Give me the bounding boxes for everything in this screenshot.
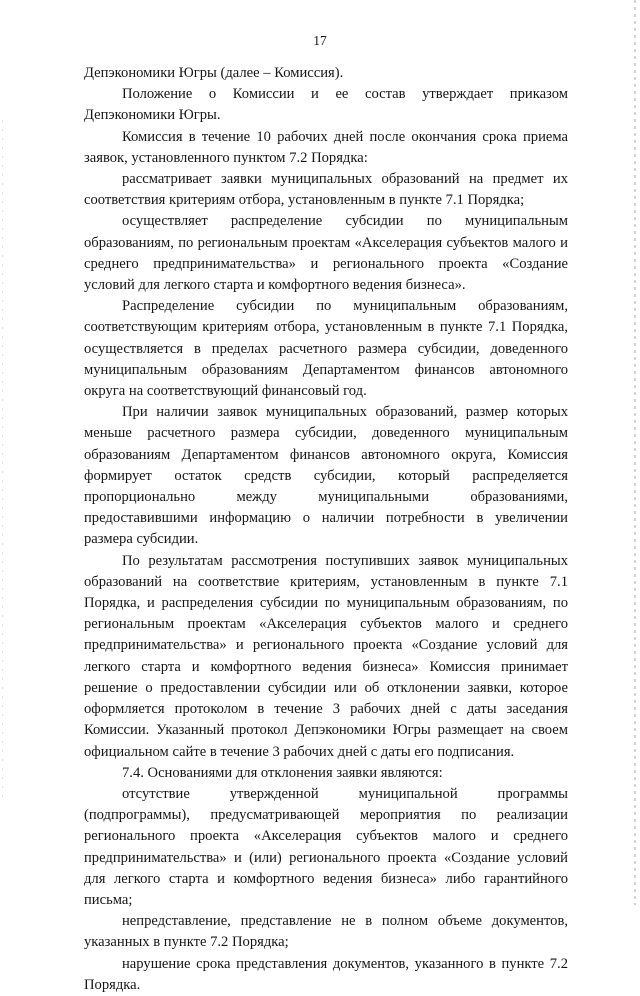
paragraph-review-results: По результатам рассмотрения поступивших заявок муниципальных образований на соответствие критериям, установленным в пункте 7.1 Порядка, и распределения субсидии по муниципальным образованиям, по региональным проектам «Акселерация субъектов малого и среднего предпринимательства» и регионального проекта «Создание условий для легкого старта и комфортного ведения бизнеса» Комиссия принимает решение о предоставлении субсидии или об отклонении заявки, которое оформляется протоколом в течение 3 рабочих дней с даты заседания Комиссии. Указанный протокол Депэкономики Югры размещает на своем официальном сайте в течение 3 рабочих дней с даты его подписания. bbox=[84, 552, 568, 760]
paragraph-review-applications: рассматривает заявки муниципальных образований на предмет их соответствия критериям отбора, установленным в пункте 7.1 Порядка; bbox=[84, 171, 568, 209]
paragraph-rejection-late-submission: нарушение срока представления документов, указанного в пункте 7.2 Порядка. bbox=[84, 955, 568, 993]
paragraph-commission-intro: Депэкономики Югры (далее – Комиссия). bbox=[84, 65, 344, 81]
page-number: 17 bbox=[313, 33, 327, 48]
scan-edge-right bbox=[634, 0, 636, 905]
paragraph-distribution-limits: Распределение субсидии по муниципальным образованиям, соответствующим критериям отбора, установленным в пункте 7.1 Порядка, осуществляется в пределах расчетного размера субсидии, доведенного муниципальным образованиям Департаментом финансов автономного округа на соответствующий финансовый год. bbox=[84, 298, 568, 400]
body-text bbox=[84, 63, 568, 996]
paragraph-commission-duties: Комиссия в течение 10 рабочих дней после окончания срока приема заявок, установленного пунктом 7.2 Порядка: bbox=[84, 128, 568, 166]
paragraph-rejection-grounds-heading: 7.4. Основаниями для отклонения заявки являются: bbox=[122, 764, 443, 781]
paragraph-rejection-missing-docs: непредставление, представление не в полном объеме документов, указанных в пункте 7.2 Порядка; bbox=[84, 913, 568, 951]
paragraph-distribute-subsidy: осуществляет распределение субсидии по муниципальным образованиям, по региональным проектам «Акселерация субъектов малого и среднего предпринимательства» и регионального проекта «Создание условий для легкого старта и комфортного ведения бизнеса». bbox=[84, 213, 568, 294]
paragraph-subsidy-remainder: При наличии заявок муниципальных образований, размер которых меньше расчетного размера субсидии, доведенного муниципальным образованиям Департаментом финансов автономного округа, Комиссия формирует остаток средств субсидии, который распределяется пропорционально между муниципальными образованиями, предоставившими информацию о наличии потребности в увеличении размера субсидии. bbox=[84, 404, 568, 548]
paragraph-rejection-no-program: отсутствие утвержденной муниципальной программы (подпрограммы), предусматривающей мероприятия по реализации регионального проекта «Акселерация субъектов малого и среднего предпринимательства» и (или) регионального проекта «Создание условий для легкого старта и комфортного ведения бизнеса» либо гарантийного письма; bbox=[84, 785, 568, 908]
scan-edge-left bbox=[2, 120, 3, 800]
paragraph-commission-regulation: Положение о Комиссии и ее состав утверждает приказом Депэкономики Югры. bbox=[84, 86, 568, 124]
